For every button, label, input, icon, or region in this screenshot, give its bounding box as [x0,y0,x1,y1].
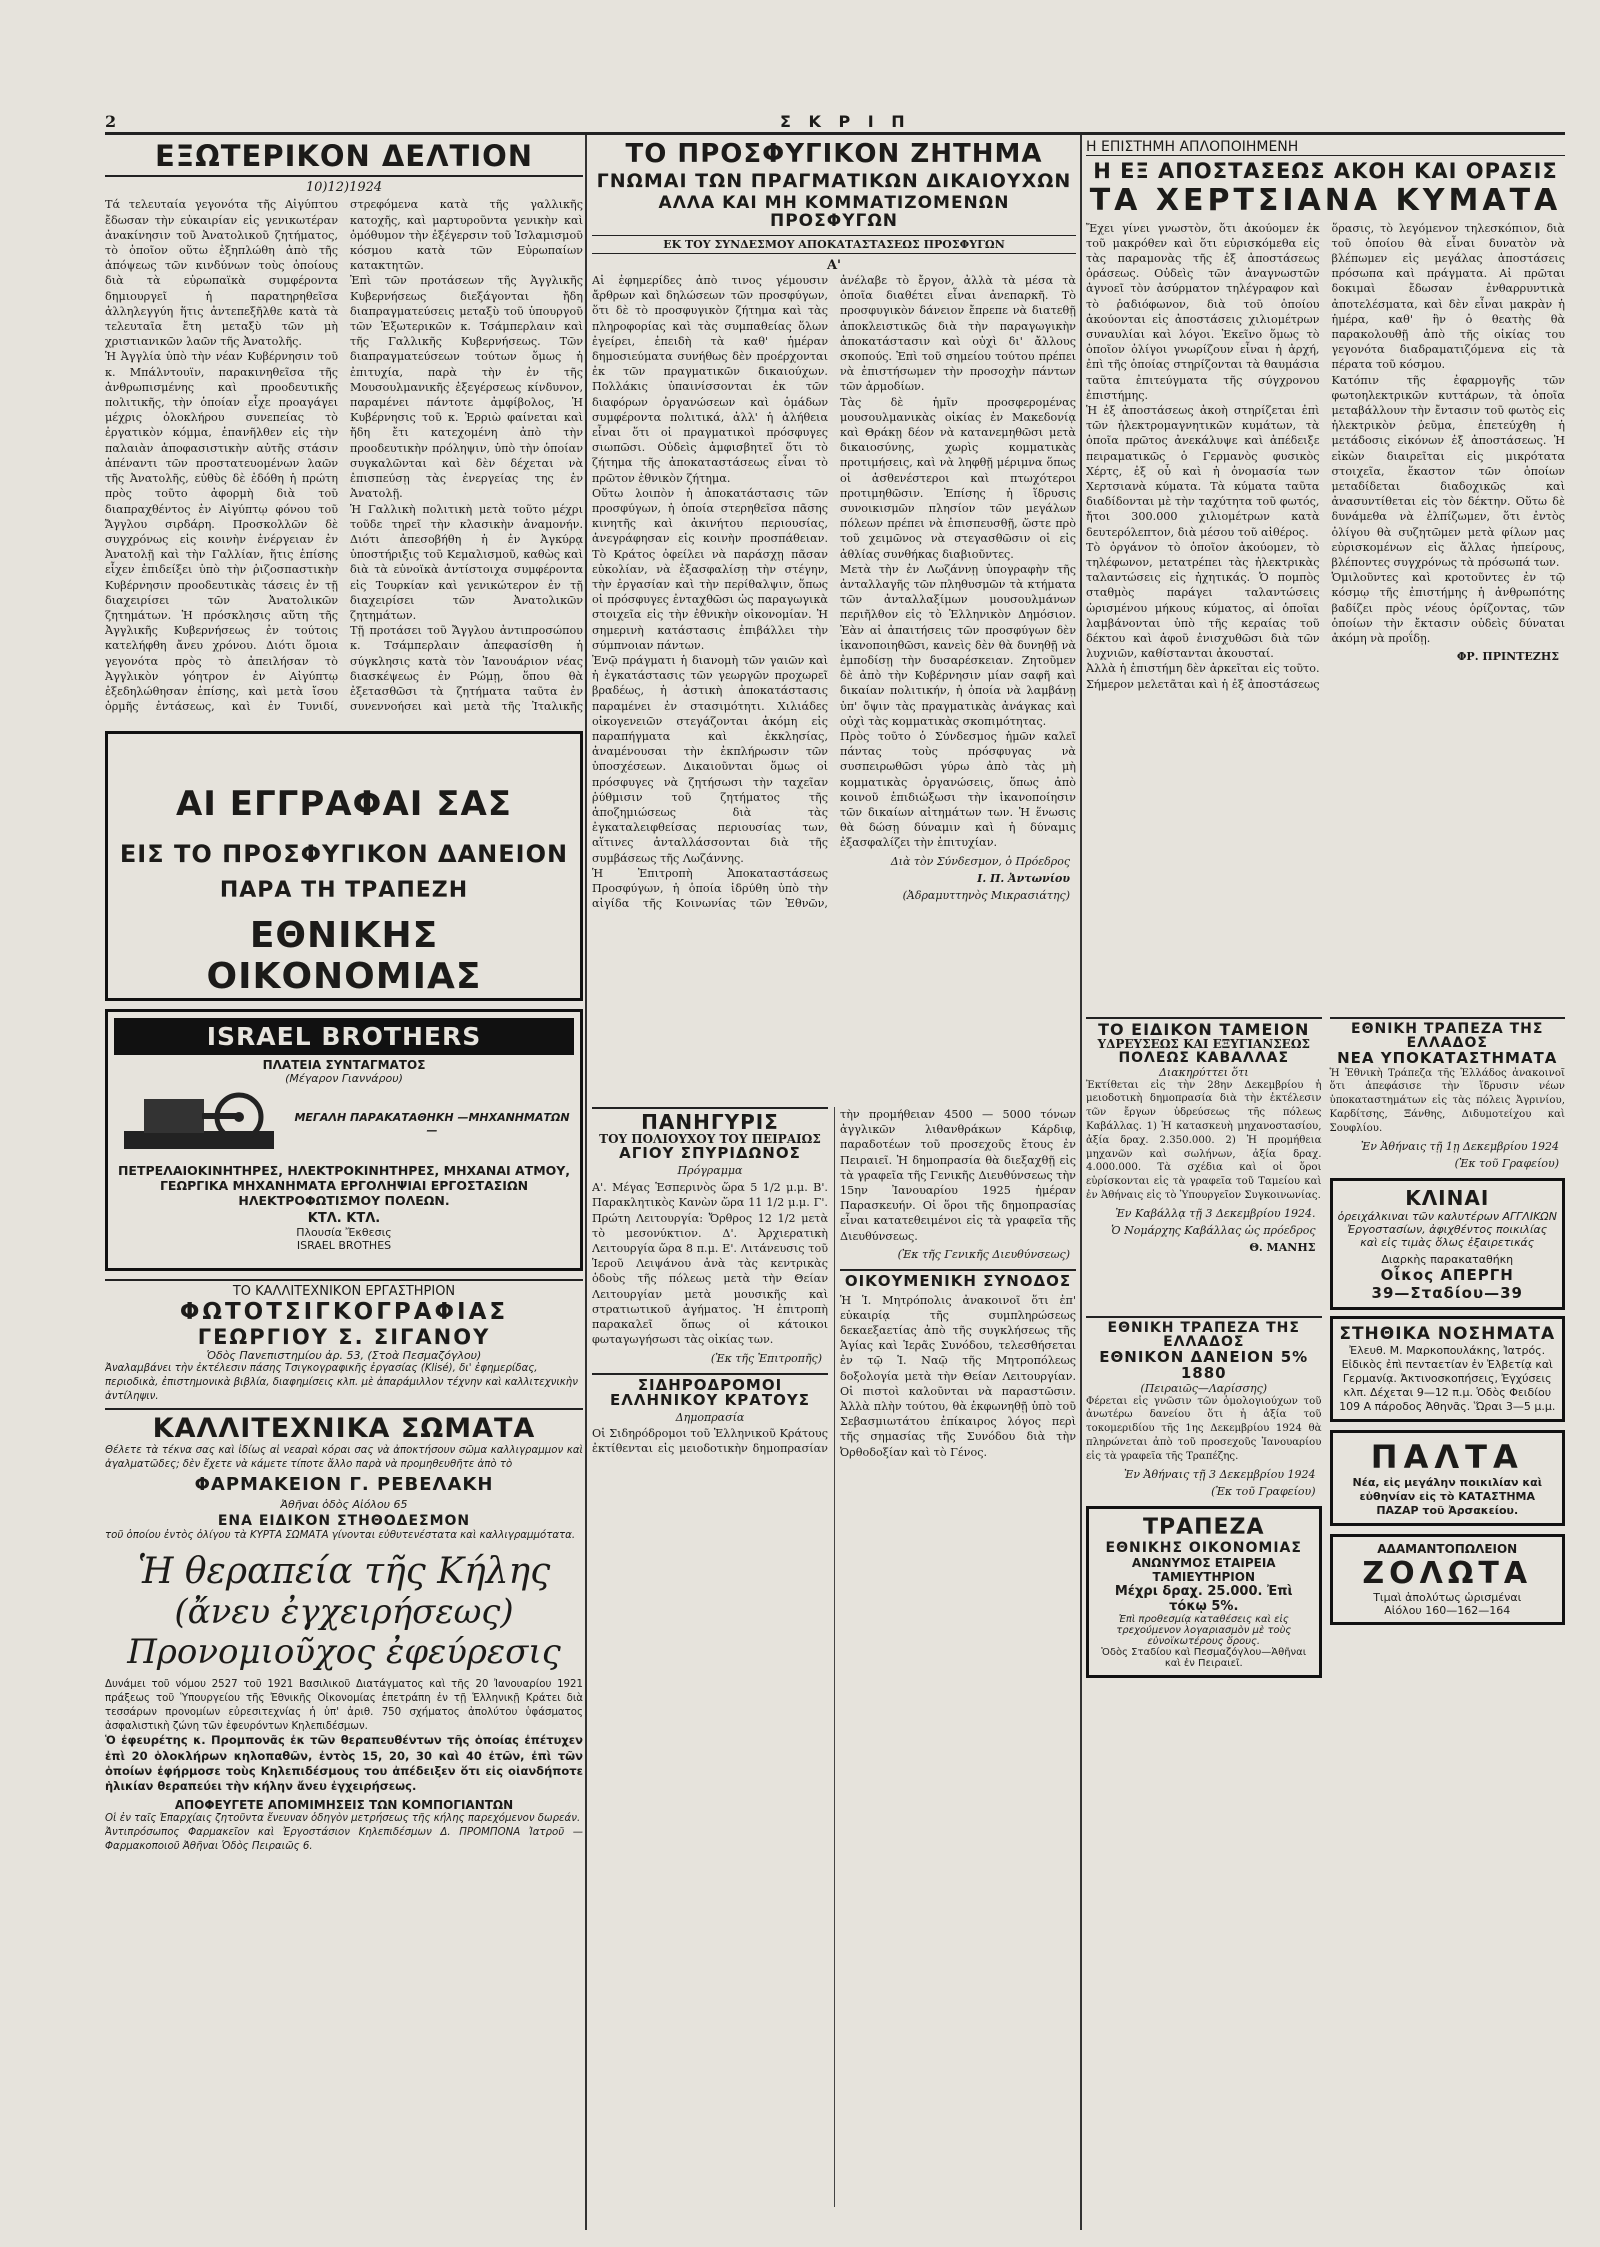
paragraph: Ὁμιλοῦντες καὶ κροτοῦντες ἐν τῷ κόσμῳ τῆς ἐπιστήμης ἡ ἀνθρωπότης βαδίζει πρὸς νέους ὁρίζοντας, τῶν ὁποίων τὴν ἔκτασιν οὐδεὶς δύναται ἀκόμη νὰ προΐδῃ. [1331,571,1565,646]
notice-sub: ΝΕΑ ΥΠΟΚΑΤΑΣΤΗΜΑΤΑ [1337,1048,1558,1067]
ad-text: Θέλετε τὰ τέκνα σας καὶ ἰδίως αἱ νεαραὶ κόραι σας νὰ ἀποκτήσουν σῶμα καλλιγραμμον καὶ ἀγαλματῶδες; δὲν ἔχετε νὰ κάμετε τίποτε ἄλλο παρὰ νὰ προμηθευθῆτε ἀπὸ τὸ [105,1444,583,1470]
paragraph: Πρὸς τοῦτο ὁ Σύνδεσμος ἡμῶν καλεῖ πάντας τοὺς πρόσφυγας νὰ συσπειρωθῶσι γύρω ἀπὸ τὰς μὴ κομματικὰς ὀργανώσεις, ὅπως ἀπὸ κοινοῦ ἐπιδιώξωσι τὴν ἱκανοποίησιν τῶν δικαίων αἰτημάτων των. Ἡ ἕνωσις θὰ δώσῃ δύναμιν καὶ ἡ δύναμις ἐξασφαλίζει τὴν ἐπιτυχίαν. [840,730,1076,850]
ad-text: τοῦ ὁποίου ἐντὸς ὀλίγου τὰ ΚΥΡΤΑ ΣΩΜΑΤΑ γίνονται εὐθυτενέστατα καὶ καλλιγραμμότατα. [105,1530,576,1542]
ad-address: Αἰόλου 160—162—164 [1384,1603,1511,1617]
ad-footer: ISRAEL BROTHES [296,1239,392,1253]
bank-loan-notice [1086,1316,1322,1498]
notice-text: Ἐκτίθεται εἰς τὴν 28ην Δεκεμβρίου ἡ μειοδοτικὴ δημοπρασία διὰ τὴν ἐκτέλεσιν τῶν ἔργων ὑδρεύσεως τῆς πόλεως Καβάλλας. 1) Ἡ κατασκευὴ μηχανοστασίου, ἀξία δραχ. 2.350.000. 2) Ἡ προμήθεια μηχανῶν καὶ σωλήνων, ἀξία δραχ. 4.000.000. Τὰ σχέδια καὶ οἱ ὅροι εὑρίσκονται εἰς τὰ γραφεῖα τοῦ Ταμείου καὶ ἐν Ἀθήναις εἰς τὸ Ὑπουργεῖον Συγκοινωνίας. [1086,1079,1322,1201]
article-source: ΕΚ ΤΟΥ ΣΥΝΔΕΣΜΟΥ ΑΠΟΚΑΤΑΣΤΑΣΕΩΣ ΠΡΟΣΦΥΓΩΝ [592,235,1076,254]
ad-text: Μέχρι δραχ. 25.000. Ἐπὶ τόκῳ 5%. [1114,1583,1293,1614]
notice-text: Ἡ Ἐθνικὴ Τράπεζα τῆς Ἑλλάδος ἀνακοινοῖ ὅτι ἀπεφάσισε τὴν ἵδρυσιν νέων ὑποκαταστημάτων εἰς τὰς πόλεις Ἀγρινίου, Καρδίτσης, Ξάνθης, Διδυμοτείχου καὶ Σουφλίου. [1329,1067,1565,1134]
ad-sub: ΤΑΜΙΕΥΤΗΡΙΟΝ [1152,1569,1255,1584]
ad-text: Δυνάμει τοῦ νόμου 2527 τοῦ 1921 Βασιλικοῦ Διατάγματος καὶ τῆς 20 Ἰανουαρίου 1921 πράξεως τοῦ Ὑπουργείου τῆς Ἐθνικῆς Οἰκονομίας ἐπετράπη ἐν τῇ Ἑλληνικῇ Κράτει διὰ τεσσάρων προνομίων εὐρεσιτεχνίας ἡ ὑπ' ἀριθ. 750 σχήματος ἀπολύτου ὑφάσματος ἀσφαλιστικὴ ζώνη τῶν ἐφευρόντων Κηλεπιδέσμων. [105,1679,583,1732]
engine-icon [114,1089,284,1159]
ad-title: ΑΔΑΜΑΝΤΟΠΩΛΕΙΟΝ [1377,1541,1518,1556]
chest-diseases-ad [1330,1316,1566,1422]
national-economy-bank-ad [1086,1506,1322,1678]
notice-title: ΕΘΝΙΚΗ ΤΡΑΠΕΖΑ ΤΗΣ ΕΛΛΑΔΟΣ [1351,1020,1544,1052]
notice-text: Οἱ Σιδηρόδρομοι τοῦ Ἑλληνικοῦ Κράτους ἐκτίθενται εἰς μειοδοτικὴν δημοπρασίαν τὴν προμήθειαν 4500 — 5000 τόνων ἀγγλικῶν λιθανθράκων Κάρδιφ, παραδοτέων τοῦ προσεχοῦς ἔτους ἐν Πειραιεῖ. Ἡ δημοπρασία θὰ διεξαχθῇ εἰς τὰ γραφεῖα τῆς Γενικῆς Διευθύνσεως τὴν 15ην Ἰανουαρίου 1925 ἡμέραν Παρασκευήν. Οἱ ὅροι τῆς δημοπρασίας εἶναι κατατεθειμένοι εἰς τὰ γραφεῖα τῆς Διευθύνσεως. [592,1107,1076,1456]
ad-line: ΕΘΝΙΚΗΣ ΟΙΚΟΝΟΜΙΑΣ [206,915,482,998]
column-left [105,135,583,2230]
notice-sub: ΤΟΥ ΠΟΛΙΟΥΧΟΥ ΤΟΥ ΠΕΙΡΑΙΩΣ [599,1131,821,1146]
ad-type: ΑΝΩΝΥΜΟΣ ΕΤΑΙΡΕΙΑ [1131,1555,1276,1570]
paragraph: Ἡ Ἀγγλία ὑπὸ τὴν νέαν Κυβέρνησιν τοῦ κ. Μπάλντουϊν, παρακινηθεῖσα τῆς ἀνθρωπισμένης καὶ προοδευτικῆς πολιτικῆς, τὴν ὁποίαν εἶχε προαγάγει μέχρις ὁλοκλήρου συνεπείας τὸ ἐργατικὸν κόμμα, ἐπανῆλθεν εἰς τὴν παλαιὰν ἀποφασιστικὴν αὐτῆς στάσιν ἀπέναντι τῶν προστατευομένων λαῶν τῆς Ἀνατολῆς, εὐθὺς δὲ ἐδόθη ἡ πρώτη πρὸς τοῦτο ἀφορμὴ διὰ τοῦ διαπραχθέντος ἐν Αἰγύπτῳ φόνου τοῦ Ἄγγλου σιρδάρη. Προσκολλῶν δὲ συγχρόνως εἰς κοινὴν ἐνέργειαν ἐν Ἀνατολῇ καὶ τὴν Γαλλίαν, ἥτις ἐπίσης εἶχεν ἐπιδείξει ὑπὸ τὴν ῥιζοσπαστικὴν Κυβέρνησιν προοδευτικὰς τάσεις ἐν τῇ διαχειρίσει τῶν Ἀνατολικῶν ζητημάτων. Ἡ πρόσκλησις αὕτη τῆς Ἀγγλικῆς Κυβερνήσεως ἐν τούτοις κατελήφθη ἄνευ χρόνου. Διότι ὅμοια γεγονότα πρὸς τὸ ἀπειλήσαν τὸ Ἀγγλικὸν γόητρον ἐν Αἰγύπτῳ ἐξεδηλώθησαν ἐπίσης, καὶ μετὰ ἴσου ὁρμῆς ἐντάσεως, καὶ ἐν Τυνιδί, στρεφόμενα κατὰ τῆς γαλλικῆς κατοχῆς, καὶ μαρτυροῦντα γενικὴν καὶ ὁμόθυμον τὴν ἐξέγερσιν τοῦ Ἰσλαμισμοῦ κόσμου κατὰ τῶν Εὐρωπαίων κατακτητῶν. [105,198,583,714]
ad-title: ΦΩΤΟΤΣΙΓΚΟΓΡΑΦΙΑΣ [179,1299,509,1326]
bank-branches-notice [1330,1017,1566,1310]
ad-title: ΣΤΗΘΙΚΑ ΝΟΣΗΜΑΤΑ [1339,1323,1556,1344]
paragraph: Αἱ ἐφημερίδες ἀπὸ τινος γέμουσιν ἄρθρων καὶ δηλώσεων τῶν προσφύγων, ὅτι δὲ τὸ προσφυγικὸν ζήτημα καὶ τὰς πληροφορίας καὶ τὰς συμπαθείας ὅλων ἐγείρει, ἐπειδὴ τὰ καθ' ἡμέραν δημοσιεύματα συνήθως δὲν προέρχονται ἐκ τῶν πραγματικῶν δικαιούχων. Πολλάκις ὑπαινίσσονται ἐκ τῶν διαφόρων ὀργανώσεων καὶ ὁμάδων συμφέροντα πολιτικά, ἀλλ' ἡ ἀλήθεια εἶναι ὅτι οἱ πραγματικοὶ πρόσφυγες σιωπῶσι. Οὐδεὶς ἀμφισβητεῖ ὅτι τὸ ζήτημα τῆς ἀποκαταστάσεως εἶναι τὸ πρῶτον ἐθνικὸν ζήτημα. [592,273,828,485]
paragraph: Οὕτω λοιπὸν ἡ ἀποκατάστασις τῶν προσφύγων, ἡ ὁποία στερηθεῖσα πᾶσης κινητῆς καὶ ἀκινήτου περιουσίας, ἀνεγράφησαν εἰς κοινὴν προσπάθειαν. Τὸ Κράτος ὀφείλει νὰ παράσχῃ πᾶσαν εὐκολίαν, νὰ ἐξασφαλίσῃ τὴν στέγην, τὴν ἐργασίαν καὶ τὴν περίθαλψιν, ὅπως οἱ πρόσφυγες ἐνταχθῶσι ὡς παραγωγικὰ στοιχεῖα εἰς τὴν ἐθνικὴν οἰκονομίαν. Ἡ σημερινὴ κατάστασις ἐπιβάλλει τὴν σύμπνοιαν πάντων. [592,486,828,652]
notice-from: (Ἐκ τοῦ Γραφείου) [1454,1156,1559,1170]
ad-address: ΠΛΑΤΕΙΑ ΣΥΝΤΑΓΜΑΤΟΣ [262,1058,426,1073]
notice-sub: ΕΘΝΙΚΟΝ ΔΑΝΕΙΟΝ 5% 1880 [1099,1348,1309,1382]
ad-footer: Ὁδὸς Σταδίου καὶ Πεσμαζόγλου—Ἀθῆναι καὶ ἐν Πειραιεῖ. [1101,1646,1307,1669]
notice-place: Ἐν Καβάλλᾳ τῇ 3 Δεκεμβρίου 1924. [1115,1206,1316,1220]
notice-text: Ἡ Ἱ. Μητρόπολις ἀνακοινοῖ ὅτι ἐπ' εὐκαιρίᾳ τῆς συμπληρώσεως δεκαεξαετίας ἀπὸ τῆς συγκλήσεως τῆς Ἁγίας καὶ Ἱερᾶς Συνόδου, τελεσθήσεται ἐν τῷ Ἱ. Ναῷ τῆς Μητροπόλεως δοξολογία μετὰ τὴν Θείαν Λειτουργίαν. Οἱ πιστοὶ καλοῦνται νὰ παραστῶσιν. Ἀλλὰ πλὴν τούτου, θὰ ἐκφωνηθῇ ὑπὸ τοῦ Σεβασμιωτάτου ἐπίκαιρος λόγος περὶ τῆς σημασίας τῆς Συνόδου διὰ τὴν Ὀρθοδοξίαν καὶ τὸ Γένος. [840,1293,1076,1459]
paper-name: Σ Κ Ρ Ι Π [780,112,911,131]
ad-note: Ὁ ἐφευρέτης κ. Προμπονᾶς ἐκ τῶν θεραπευθέντων τῆς ὁποίας ἐπέτυχεν ἐπὶ 20 ὁλοκλήρων κηλοπαθῶν, ἐντὸς 15, 20, 30 καὶ 40 ἐτῶν, ἐπὶ τῶν ὁποίων ἐφήρμοσε τοὺς Κηλεπιδέσμους του ἀπέδειξεν ὅτι εἰς οἱανδήποτε ἡλικίαν θεραπεύει τὴν κήλην ἄνευ ἐγχειρήσεως. [105,1733,583,1794]
notice-title: ΟΙΚΟΥΜΕΝΙΚΗ ΣΥΝΟΔΟΣ [840,1269,1076,1290]
column-right [1086,135,1565,2230]
column-rule [1080,135,1082,2230]
paragraph: Ἡ Ἑπιτροπὴ Ἀποκαταστάσεως Προσφύγων, ἡ ὁποία ἱδρύθη ὑπὸ τὴν αἰγίδα τῆς Κοινωνίας τῶν Ἐθνῶν, ἀνέλαβε τὸ ἔργον, ἀλλὰ τὰ μέσα τὰ ὁποῖα διαθέτει εἶναι ἀνεπαρκῆ. Τὸ προσφυγικὸν δάνειον ἔπρεπε νὰ διατεθῇ ἀποκλειστικῶς διὰ τὴν παραγωγικὴν ἀποκατάστασιν καὶ οὐχὶ δι' ἄλλους σκοπούς. Ἐπὶ τοῦ σημείου τούτου πρέπει νὰ ἐπιστήσωμεν τὴν προσοχὴν πάντων τῶν ἁρμοδίων. [592,273,1076,911]
notice-text: Φέρεται εἰς γνῶσιν τῶν ὁμολογιούχων τοῦ ἀνωτέρω δανείου ὅτι ἡ ἀξία τοῦ τοκομεριδίου τῆς 1ης Δεκεμβρίου 1924 θὰ πληρώνεται ἀπὸ τοῦ προσεχοῦς Ἰανουαρίου εἰς τὰ γραφεῖα τῆς Τραπέζης. [1086,1395,1322,1462]
notice-signer: (Ἐκ τῆς Ἐπιτροπῆς) [710,1351,822,1365]
ad-text: Τιμαὶ ἀπολύτως ὡρισμέναι [1373,1590,1522,1604]
signer-note: (Ἀδραμυττηνὸς Μικρασιάτης) [902,888,1070,902]
ad-text: Ἐπὶ προθεσμίᾳ καταθέσεις καὶ εἰς τρεχούμενον λογαριασμὸν μὲ τοὺς εὐνοϊκωτέρους ὅρους. [1116,1613,1292,1647]
notice-title: ΤΟ ΕΙΔΙΚΟΝ ΤΑΜΕΙΟΝ [1098,1019,1310,1039]
bulletin-date: 10)12)1924 [305,180,383,196]
ad-title: ΚΛΙΝΑΙ [1405,1185,1490,1210]
corset-ad [105,1408,583,1543]
ad-text: ὁρειχάλκιναι τῶν καλυτέρων ΑΓΓΛΙΚΩΝ Ἐργοστασίων, ἀφιχθέντος ποικιλίας καὶ εἰς τιμὰς ὅλως ἐξαιρετικάς [1337,1209,1557,1249]
signer: Ι. Π. Ἀντωνίου [977,871,1070,885]
notice-title: ΣΙΔΗΡΟΔΡΟΜΟΙ ΕΛΛΗΝΙΚΟΥ ΚΡΑΤΟΥΣ [592,1373,828,1410]
ad-title: ΚΑΛΛΙΤΕΧΝΙΚΑ ΣΩΜΑΤΑ [152,1412,536,1444]
notice-place: Ἐν Ἀθήναις τῇ 1ῃ Δεκεμβρίου 1924 [1360,1139,1559,1153]
hernia-ad [105,1551,583,1853]
notice-title: ΕΘΝΙΚΗ ΤΡΑΠΕΖΑ ΤΗΣ ΕΛΛΑΔΟΣ [1107,1319,1300,1351]
notices-block [592,1107,1076,2207]
notice-name: Θ. ΜΑΝΗΣ [1249,1240,1316,1254]
refugee-article-body [592,273,1076,1103]
ad-product: ΕΝΑ ΕΙΔΙΚΟΝ ΣΤΗΘΟΔΕΣΜΟΝ [217,1513,471,1530]
notice-from: (Ἐκ τοῦ Γραφείου) [1211,1484,1316,1498]
paragraph: Ἡ ἐξ ἀποστάσεως ἀκοὴ στηρίζεται ἐπὶ τῶν ἠλεκτρομαγνητικῶν κυμάτων, τὰ ὁποῖα πρῶτος ἀνεκάλυψε καὶ ἀπέδειξε πειραματικῶς ὁ Γερμανὸς φυσικὸς Χέρτς, ἐξ οὗ καὶ ἡ ὀνομασία των Χερτσιανὰ κύματα. Τὰ κύματα ταῦτα διαδίδονται μὲ τὴν ταχύτητα τοῦ φωτός, ἤτοι 300.000 χιλιομέτρων κατὰ δευτερόλεπτον, διὰ μέσου τοῦ αἰθέρος. [1086,403,1320,539]
column-rule [585,135,587,2230]
ad-pre: ΤΟ ΚΑΛΛΙΤΕΧΝΙΚΟΝ ΕΡΓΑΣΤΗΡΙΟΝ [232,1284,456,1300]
page-number: 2 [105,112,117,131]
masthead [105,112,1565,135]
jewellery-ad [1330,1534,1566,1625]
notice-sub: ΥΔΡΕΥΣΕΩΣ ΚΑΙ ΕΞΥΓΙΑΝΣΕΩΣ [1097,1037,1310,1052]
science-article-body [1086,221,1565,1011]
ad-etc: ΚΤΛ. ΚΤΛ. [307,1211,381,1227]
paragraph: Κατόπιν τῆς ἐφαρμογῆς τῶν φωτοηλεκτρικῶν κυττάρων, τὰ ὁποῖα μεταβάλλουν τὴν ἔντασιν τοῦ φωτὸς εἰς ἠλεκτρικὸν ῥεῦμα, ἐπετεύχθη ἡ μετάδοσις εἰκόνων ἐξ ἀποστάσεως. Ἡ εἰκὼν διαιρεῖται εἰς μικρότατα στοιχεῖα, ἕκαστον τῶν ὁποίων μεταδίδεται διαδοχικῶς καὶ ἀνασυντίθεται εἰς τὸν δέκτην. Οὕτω δὲ δυνάμεθα νὰ ἐλπίζωμεν, ὅτι ἐντὸς ὀλίγου θὰ συζητῶμεν μετὰ φίλων μας εὑρισκομένων εἰς ἄλλας ἠπείρους, βλέποντες συγχρόνως τὰ πρόσωπά των. [1331,373,1565,570]
notice-title: ΠΑΝΗΓΥΡΙΣ [592,1107,828,1133]
notices-row [1086,1017,1565,1310]
feast-notice [592,1107,828,1365]
photo-engraving-ad [105,1279,583,1403]
ad-company-name: ISRAEL BROTHERS [114,1018,574,1055]
beds-ad [1330,1178,1566,1310]
ad-tagline: ΜΕΓΑΛΗ ΠΑΡΑΚΑΤΑΘΗΚΗ —ΜΗΧΑΝΗΜΑΤΩΝ— [294,1111,570,1138]
paragraph: Τὰς δὲ ἡμῖν προσφερομένας μουσουλμανικὰς οἰκίας ἐν Μακεδονίᾳ καὶ Θράκῃ δέον νὰ κατανεμηθῶσι μετὰ δικαιοσύνης, χωρὶς κομματικὰς προτιμήσεις, καὶ νὰ ληφθῇ μέριμνα ὅπως οἱ ἀσθενέστεροι καὶ πτωχότεροι προτιμηθῶσιν. Ἐπίσης ἡ ἵδρυσις συνοικισμῶν πλησίον τῶν μεγάλων πόλεων πρέπει νὰ ἐπισπευσθῇ, ὥστε πρὸ τοῦ χειμῶνος νὰ στεγασθῶσιν οἱ εἰς ἀθλίας συνθήκας διαβιοῦντες. [840,395,1076,561]
paragraph: Τὸ ὀργάνον τὸ ὁποῖον ἀκούομεν, τὸ τηλέφωνον, μετατρέπει τὰς ἠλεκτρικὰς ταλαντώσεις εἰς ἠχητικάς. Ὁ πομπὸς σταθμὸς παράγει ταλαντώσεις ὡρισμένου μήκους κύματος, αἱ ὁποῖαι λαμβάνονται ὑπὸ τῆς κεραίας τοῦ δέκτου καὶ ἀφοῦ ἐνισχυθῶσι διὰ τῶν λυχνιῶν, καθίστανται ἀκουσταί. [1086,540,1320,661]
paragraph: Ἐπὶ τῶν προτάσεων τῆς Ἀγγλικῆς Κυβερνήσεως διεξάγονται ἤδη διαπραγματεύσεις μεταξὺ τοῦ ὑπουργοῦ τῶν Ἐξωτερικῶν κ. Τσάμπερλαιν καὶ τῆς Γαλλικῆς Κυβερνήσεως. Τῶν διαπραγματεύσεων τούτων ὅμως ἡ ἐπιτυχία, παρὰ τὴν ἐν τῆς Μουσουλμανικῆς ἐξεγέρσεως κίνδυνον, παραμένει πάντοτε ἀμφίβολος, Ἡ Κυβέρνησις τοῦ κ. Ἐρριὼ φαίνεται καὶ ἤδη ἔτι κατεχομένη ἀπὸ τὴν προοδευτικὴν πρόληψιν, ὑπὸ τὴν ὁποίαν συγκαλῶνται καὶ δὲν δέχεται νὰ ἐπισπεύσῃ τὰς ἐνεργείας της ἐν Ἀνατολῇ. [350,274,583,501]
paragraph: Ἐνῷ πράγματι ἡ διανομὴ τῶν γαιῶν καὶ ἡ ἐγκατάστασις τῶν γεωργῶν προχωρεῖ βραδέως, ἡ ἀστικὴ ἀποκατάστασις παραμένει ἐν στασιμότητι. Χιλιάδες οἰκογενειῶν στεγάζονται ἀκόμη εἰς παραπήγματα καὶ ἐκκλησίας, ἀναμένουσαι τὴν ἐκπλήρωσιν τῶν ὑποσχέσεων. Δικαιοῦνται ὅμως οἱ πρόσφυγες νὰ ζητήσωσι τὴν ταχεῖαν ῥύθμισιν τοῦ ζητήματος τῆς ἀποζημιώσεως διὰ τὰς ἐγκαταλειφθείσας περιουσίας των, αἵτινες ἀνταλλάσσονται διὰ τῆς συμβάσεως τῆς Λωζάννης. [592,654,828,865]
section-marker: Α' [826,257,842,273]
ad-sub: ΕΘΝΙΚΗΣ ΟΙΚΟΝΟΜΙΑΣ [1105,1539,1302,1556]
ad-address: Ἀθῆναι ὁδὸς Αἰόλου 65 [280,1498,408,1512]
small-ads-column [1330,1316,1566,1678]
column-middle [592,135,1076,2230]
ad-line: ΠΑΡΑ ΤΗ ΤΡΑΠΕΖΗ [219,878,469,904]
notice-note: (Πειραιῶς—Λαρίσσης) [1140,1381,1268,1395]
ad-title: Προνομιοῦχος ἐφεύρεσις [127,1632,561,1673]
notice-sub: Δημοπρασία [675,1411,745,1424]
science-kicker: Η ΕΠΙΣΤΗΜΗ ΑΠΛΟΠΟΙΗΜΕΝΗ [1086,139,1565,156]
ad-store: ΦΑΡΜΑΚΕΙΟΝ Γ. ΡΕΒΕΛΑΚΗ [194,1474,494,1496]
coats-ad [1330,1430,1566,1526]
notice-saint: ΑΓΙΟΥ ΣΠΥΡΙΔΩΝΟΣ [619,1143,801,1162]
signoff: Διὰ τὸν Σύνδεσμον, ὁ Πρόεδρος [890,854,1070,868]
paragraph: Ἔχει γίνει γνωστὸν, ὅτι ἀκούομεν ἐκ τοῦ μακρόθεν καὶ ὅτι εὑρισκόμεθα εἰς τὰς παραμονὰς τῆς ἐξ ἀποστάσεως ὁράσεως. Οὐδεὶς τῶν ἀναγνωστῶν ἀγνοεῖ τὸν ἀσύρματον τηλέγραφον καὶ τὸ ῥαδιόφωνον, διὰ τοῦ ὁποίου ἀκούονται εἰς ἀποστάσεις χιλιομέτρων συναυλίαι καὶ λόγοι. Ἐκεῖνο ὅμως τὸ ὁποῖον ὀλίγοι γνωρίζουν εἶναι ἡ ἀρχή, ἐπὶ τῆς ὁποίας στηρίζονται τὰ θαυμάσια ταῦτα ἐπιτεύγματα τῆς σύγχρονου ἐπιστήμης. [1086,221,1320,402]
ad-sub: Διαρκὴς παρακαταθήκη [1381,1252,1514,1266]
notice-place: Ἐν Ἀθήναις τῇ 3 Δεκεμβρίου 1924 [1123,1467,1316,1481]
ad-house: Οἶκος ΑΠΕΡΓΗ [1380,1265,1514,1284]
ad-footer: Ἀντιπρόσωπος Φαρμακεῖον καὶ Ἐργοστάσιον Κηλεπιδέσμων Δ. ΠΡΟΜΠΟΝΑ Ἰατροῦ — Φαρμακοποιοῦ Ἀθῆναι Ὁδὸς Πειραιῶς 6. [105,1827,583,1852]
paragraph: Ἡ Γαλλικὴ πολιτικὴ μετὰ τοῦτο μέχρι τοῦδε τηρεῖ τὴν κλασικὴν ἀναμονήν. Διότι ἀπεσοβήθη ἡ ἐν Ἀγκύρᾳ ὑποστήριξις τοῦ Κεμαλισμοῦ, καθὼς καὶ διὰ τὰ εὐνοϊκὰ ἀντίστοιχα συμφέροντα εἰς Τουρκίαν καὶ γενικώτερον ἐν τῇ διαχειρίσει τῶν Ἀνατολικῶν ζητημάτων. [350,502,583,622]
ad-title: (ἄνευ ἐγχειρήσεως) [174,1592,514,1633]
foreign-bulletin-body [105,197,583,717]
science-heading-main: ΤΑ ΧΕΡΤΣΙΑΝΑ ΚΥΜΑΤΑ [1089,183,1562,219]
paragraph: Τῇ προτάσει τοῦ Ἄγγλου ἀντιπροσώπου κ. Τσάμπερλαιν ἀπεφασίσθη ἡ σύγκλησις κατὰ τὸν Ἰανουάριον νέας διασκέψεως ἐν Ρώμῃ, ὅπου θὰ ἐξετασθῶσι τὰ ζητήματα ταῦτα ἐν συνεννοήσει καὶ μετὰ τῆς Ἰταλικῆς [350,624,583,714]
synod-notice [840,1269,1076,1460]
notice-programme: Πρόγραμμα [677,1164,743,1178]
notice-intro: Διακηρύττει ὅτι [1158,1065,1249,1079]
paragraph: Μετὰ τὴν ἐν Λωζάννῃ ὑπογραφὴν τῆς ἀνταλλαγῆς τῶν πληθυσμῶν τὰ κτήματα τῶν ἀνταλλαξίμων μουσουλμάνων περιῆλθον εἰς τὸ Ἑλληνικὸν Δημόσιον. Ἐὰν αἱ ἀπαιτήσεις τῶν προσφύγων δὲν ἱκανοποιηθῶσι, κανεὶς δὲν θὰ δυνηθῇ νὰ ἐμποδίσῃ τὴν δυσαρέσκειαν. Ζητοῦμεν δὲ ἀπὸ τὴν Κυβέρνησιν μίαν σαφῆ καὶ δικαίαν πολιτικήν, ἡ ὁποία νὰ λαμβάνῃ ὑπ' ὄψιν τὰς πραγματικὰς ἀνάγκας καὶ οὐχὶ τὰς κομματικὰς σκοπιμότητας. [840,562,1076,728]
israel-brothers-ad [105,1009,583,1271]
paragraph: Ἀλλὰ ἡ ἐπιστήμη δὲν ἀρκεῖται εἰς τοῦτο. Σήμερον μελετᾶται καὶ ἡ ἐξ ἀποστάσεως ὅρασις, τὸ λεγόμενον τηλεσκόπιον, διὰ τοῦ ὁποίου θὰ εἶναι δυνατὸν νὰ βλέπωμεν εἰς μεγάλας ἀποστάσεις πρόσωπα καὶ πράγματα. Αἱ πρῶται δοκιμαὶ ἔδωσαν ἐνθαρρυντικὰ ἀποτελέσματα, καὶ δὲν εἶναι μακρὰν ἡ ἡμέρα, καθ' ἣν ὁ θεατὴς θὰ παρακολουθῇ ἀπὸ τῆς οἰκίας του γεγονότα διαδραματιζόμενα εἰς τὰ πέρατα τοῦ κόσμου. [1086,221,1565,691]
ad-title: ΤΡΑΠΕΖΑ [1142,1514,1265,1540]
paragraph: Τά τελευταία γεγονότα τῆς Αἰγύπτου ἔδωσαν τὴν εὐκαιρίαν εἰς γενικωτέραν ἀνακίνησιν τοῦ Ἀνατολικοῦ ζητήματος, τὸ ὁποῖον οὕτω ἐξηπλώθη ἀπὸ τῆς ἀπόψεως τῶν κινδύνων τοὺς ὁποίους διὰ τὰ εὐρωπαϊκὰ συμφέροντα δημιουργεῖ ἡ παρατηρηθεῖσα ἀλληλεγγύη ἥτις ἀντεπεξῆλθε κατὰ τὰ τελευταῖα ἔτη μεταξὺ τῶν μὴ χριστιανικῶν λαῶν τῆς Ἀνατολῆς. [105,198,338,349]
foreign-bulletin-heading: ΕΞΩΤΕΡΙΚΟΝ ΔΕΛΤΙΟΝ [105,141,583,177]
ad-footer: ΑΠΟΦΕΥΓΕΤΕ ΑΠΟΜΙΜΗΣΕΙΣ ΤΩΝ ΚΟΜΠΟΓΙΑΝΤΩΝ [174,1798,514,1813]
ad-text: Ἐλευθ. Μ. Μαρκοπουλάκης, Ἰατρός. Εἰδικὸς ἐπὶ πενταετίαν ἐν Ἑλβετίᾳ καὶ Γερμανίᾳ. Ἀκτινοσκοπήσεις, Ἐγχύσεις κλπ. Δέχεται 9—12 π.μ. Ὁδὸς Φειδίου 109 Α πάροδος Ἀθηνᾶς. Ὥραι 3—5 μ.μ. [1339,1343,1556,1413]
notice-text: Α'. Μέγας Ἑσπερινὸς ὥρα 5 1/2 μ.μ. Β'. Παρακλητικὸς Κανὼν ὥρα 11 1/2 μ.μ. Γ'. Πρώτη Λειτουργία: Ὄρθρος 12 1/2 μετὰ τὸ μεσονύκτιον. Δ'. Ἀρχιερατικὴ Λειτουργία ὥρα 8 π.μ. Ε'. Λιτάνευσις τοῦ Ἱεροῦ Λειψάνου ἀνὰ τὰς κεντρικὰς ὁδοὺς τῆς πόλεως μετὰ τὴν Θείαν Λειτουργίαν μετὰ μουσικῆς καὶ στρατιωτικοῦ ἀγήματος. Ἡ ἐπιτροπὴ παρακαλεῖ ὅπως οἱ κάτοικοι φωταγωγήσωσι τὰς οἰκίας των. [592,1181,828,1347]
ad-title: ΠΑΛΤΑ [1370,1437,1524,1476]
kavala-fund-notice [1086,1017,1322,1310]
bank-loan-column [1086,1316,1322,1678]
sub-heading: ΑΛΛΑ ΚΑΙ ΜΗ ΚΟΜΜΑΤΙΖΟΜΕΝΩΝ ΠΡΟΣΦΥΓΩΝ [658,193,1010,232]
ad-line: ΕΙΣ ΤΟ ΠΡΟΣΦΥΓΙΚΟΝ ΔΑΝΕΙΟΝ [119,840,569,869]
ad-line: ΑΙ ΕΓΓΡΑΦΑΙ ΣΑΣ [175,784,513,825]
sub-heading: ΓΝΩΜΑΙ ΤΩΝ ΠΡΑΓΜΑΤΙΚΩΝ ΔΙΚΑΙΟΥΧΩΝ [596,170,1072,193]
refugee-issue-heading: ΤΟ ΠΡΟΣΦΥΓΙΚΟΝ ΖΗΤΗΜΑ [625,139,1043,169]
refugee-loan-ad [105,731,583,1001]
notices-row-2 [1086,1316,1565,1678]
article-signer: ΦΡ. ΠΡΙΝΤΕΖΗΣ [1456,650,1559,664]
ad-products: ΠΕΤΡΕΛΑΙΟΚΙΝΗΤΗΡΕΣ, ΗΛΕΚΤΡΟΚΙΝΗΤΗΡΕΣ, ΜΗΧΑΝΑΙ ΑΤΜΟΥ, ΓΕΩΡΓΙΚΑ ΜΗΧΑΝΗΜΑΤΑ ΕΡΓΟΛΗΨΙΑΙ ΕΡΓΟΣΤΑΣΙΩΝ ΗΛΕΚΤΡΟΦΩΤΙΣΜΟΥ ΠΟΛΕΩΝ. [117,1163,571,1209]
ad-text: Νέα, εἰς μεγάλην ποικιλίαν καὶ εὐθηνίαν εἰς τὸ ΚΑΤΑΣΤΗΜΑ ΠΑΖΑΡ τοῦ Ἀρσακείου. [1352,1475,1542,1517]
ad-building: (Μέγαρον Γιαννάρου) [285,1072,403,1086]
science-heading: Η ΕΞ ΑΠΟΣΤΑΣΕΩΣ ΑΚΟΗ ΚΑΙ ΟΡΑΣΙΣ [1093,159,1558,183]
ad-address: Ὁδὸς Πανεπιστημίου ἀρ. 53, (Στοὰ Πεσμαζόγλου) [206,1349,482,1363]
ad-name: ΖΟΛΩΤΑ [1362,1555,1533,1591]
ad-text: Ἀναλαμβάνει τὴν ἐκτέλεσιν πάσης Τσιγκογραφικῆς ἐργασίας (Klisé), δι' ἐφημερίδας, περιοδικὰ, ἐπιστημονικὰ βιβλία, διαφημίσεις κλπ. μὲ ἀπαράμιλλον τέχνην καὶ καλλιτεχνικὴν ἀντίληψιν. [105,1363,578,1403]
ad-title: Ἡ θεραπεία τῆς Κήλης [137,1551,551,1593]
notice-signer: (Ἐκ τῆς Γενικῆς Διευθύνσεως) [897,1247,1070,1261]
ad-footer: Πλουσία Ἔκθεσις [296,1226,392,1240]
ad-address: 39—Σταδίου—39 [1371,1283,1523,1302]
ad-footer: Οἱ ἐν ταῖς Ἐπαρχίαις ζητοῦντα ἔνευναν ὁδηγὸν μετρήσεως τῆς κήλης παρεχόμενον δωρεάν. [105,1813,581,1825]
ad-name: ΓΕΩΡΓΙΟΥ Σ. ΣΙΓΑΝΟΥ [197,1325,491,1350]
notice-signer: Ὁ Νομάρχης Καβάλλας ὡς πρόεδρος [1111,1223,1316,1237]
notice-city: ΠΟΛΕΩΣ ΚΑΒΑΛΛΑΣ [1118,1049,1290,1066]
